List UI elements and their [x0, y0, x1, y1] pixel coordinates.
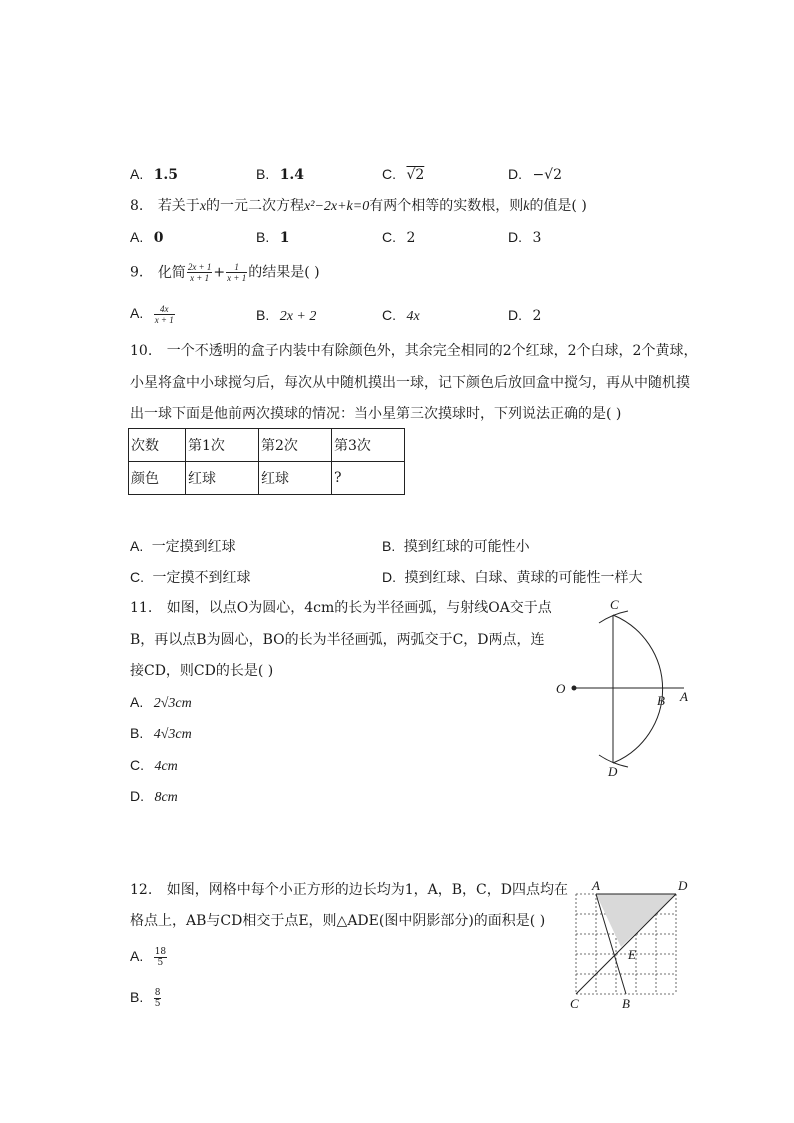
- option-label: D.: [382, 569, 396, 585]
- label-a: A: [592, 878, 600, 893]
- option-text: −√2: [532, 167, 563, 183]
- option-label: D.: [508, 229, 522, 245]
- stem-text: 如图，以点O为圆心，4cm的长为半径画弧，与射线OA交于点: [166, 600, 552, 616]
- q12-option-a[interactable]: [130, 946, 168, 968]
- question-number: 10.: [130, 343, 153, 359]
- q8-stem: [130, 196, 587, 217]
- option-text: 2√3cm: [153, 696, 192, 711]
- option-label: C.: [382, 166, 396, 182]
- q8-option-b[interactable]: [256, 227, 289, 248]
- fraction-numerator: 2x + 1: [187, 262, 212, 272]
- stem-text: 如图，网格中每个小正方形的边长均为1，A，B，C，D四点均在: [166, 882, 568, 898]
- option-label: C.: [382, 307, 396, 323]
- q10-table: [128, 428, 405, 495]
- question-number: 12.: [130, 882, 153, 898]
- option-label: B.: [256, 229, 270, 245]
- label-a: A: [680, 689, 688, 704]
- label-c: C: [570, 996, 579, 1011]
- option-label: D.: [508, 166, 522, 182]
- q11-line-1: [130, 598, 552, 618]
- q12-figure: [566, 878, 696, 1013]
- fraction-numerator: 18: [154, 946, 167, 957]
- label-d: D: [608, 764, 618, 779]
- stem-text: 的结果是( ): [248, 264, 320, 281]
- fraction: [187, 262, 213, 283]
- fraction-denominator: x + 1: [227, 273, 247, 283]
- option-label: A.: [130, 538, 144, 554]
- option-label: B.: [130, 725, 144, 741]
- math-var: k: [523, 199, 530, 214]
- q10-line-2: 小星将盒中小球搅匀后，每次从中随机摸出一球，记下颜色后放回盒中搅匀，再从中随机摸: [130, 375, 690, 391]
- q11-option-c[interactable]: [130, 755, 178, 777]
- q7-option-c[interactable]: [382, 164, 424, 185]
- equation: x²−2x+k=0: [304, 199, 370, 214]
- q9-option-b[interactable]: [256, 305, 316, 327]
- stem-text: 一个不透明的盒子内装中有除颜色外，其余完全相同的2个红球，2个白球，2个黄球，: [166, 343, 698, 359]
- q11-figure: [550, 595, 700, 785]
- q12-line-2: 格点上，AB与CD相交于点E，则△ADE(图中阴影部分)的面积是( ): [130, 913, 546, 929]
- fraction: [154, 304, 175, 325]
- option-text: 1.5: [153, 167, 179, 183]
- stem-text: 有两个相等的实数根，则: [369, 198, 524, 214]
- fraction: [154, 988, 162, 1009]
- option-text: 摸到红球、白球、黄球的可能性一样大: [404, 570, 643, 586]
- point-o: [572, 686, 577, 691]
- q11-line-3: 接CD，则CD的长是( ): [130, 663, 274, 679]
- q7-option-b[interactable]: [256, 164, 304, 185]
- q10-option-b[interactable]: [382, 536, 530, 557]
- fraction-numerator: 8: [154, 987, 161, 998]
- option-label: C.: [382, 229, 396, 245]
- fraction-denominator: 5: [154, 998, 161, 1009]
- label-b: B: [657, 693, 665, 708]
- q9-option-a[interactable]: [130, 303, 176, 325]
- label-d: D: [678, 878, 688, 893]
- option-text: 4cm: [154, 759, 178, 774]
- table-cell: 第1次: [186, 429, 259, 462]
- option-text: 4x: [406, 309, 420, 324]
- stem-text: 若关于: [157, 198, 200, 214]
- option-label: A.: [130, 948, 144, 964]
- table-cell: ?: [332, 462, 405, 495]
- option-text: 4√3cm: [153, 727, 192, 742]
- arc-centered-o: [613, 615, 663, 763]
- table-cell: 红球: [186, 462, 259, 495]
- math-var: x: [199, 199, 207, 214]
- option-text: 2x + 2: [279, 309, 317, 324]
- option-label: A.: [130, 229, 144, 245]
- option-label: B.: [130, 989, 144, 1005]
- q8-option-a[interactable]: [130, 227, 163, 248]
- option-label: B.: [256, 307, 270, 323]
- stem-text: 的值是( ): [529, 198, 587, 214]
- q9-option-c[interactable]: [382, 305, 420, 327]
- option-text: 8cm: [154, 790, 178, 805]
- q9-stem: [130, 262, 320, 283]
- q11-line-2: B，再以点B为圆心，BO的长为半径画弧，两弧交于C，D两点，连: [130, 632, 545, 648]
- fraction-numerator: 1: [226, 262, 247, 273]
- option-label: B.: [256, 166, 270, 182]
- q7-option-a[interactable]: [130, 164, 178, 185]
- plus-sign: +: [213, 264, 226, 281]
- label-b: B: [622, 996, 630, 1011]
- q10-option-c[interactable]: [130, 567, 250, 588]
- table-cell: 颜色: [129, 462, 186, 495]
- table-row: [129, 429, 405, 462]
- option-text: 一定摸不到红球: [152, 570, 251, 586]
- option-label: B.: [382, 538, 396, 554]
- option-text: 1: [279, 230, 290, 246]
- fraction-denominator: x + 1: [154, 314, 174, 325]
- q8-option-c[interactable]: [382, 227, 415, 248]
- option-label: A.: [130, 305, 144, 321]
- q11-option-b[interactable]: [130, 723, 192, 745]
- question-number: 9.: [130, 264, 144, 281]
- table-cell: 红球: [259, 462, 332, 495]
- question-number: 8.: [130, 198, 144, 214]
- question-number: 11.: [130, 600, 153, 616]
- fraction-denominator: x + 1: [190, 273, 210, 283]
- label-o: O: [556, 681, 566, 696]
- q11-option-a[interactable]: [130, 692, 192, 714]
- fraction: [226, 262, 247, 283]
- option-text: 1.4: [279, 167, 305, 183]
- fraction-denominator: 5: [157, 957, 164, 968]
- option-text: √2: [406, 167, 425, 183]
- option-text: 一定摸到红球: [151, 539, 236, 555]
- table-row: [129, 462, 405, 495]
- q12-line-1: [130, 880, 568, 900]
- option-label: A.: [130, 694, 144, 710]
- label-e: E: [628, 947, 636, 962]
- q10-line-3: 出一球下面是他前两次摸球的情况：当小星第三次摸球时，下列说法正确的是( ): [130, 406, 622, 422]
- fraction: [154, 947, 167, 968]
- option-label: D.: [508, 307, 522, 323]
- q10-option-d[interactable]: [382, 567, 642, 588]
- stem-text: 化简: [157, 264, 186, 281]
- table-cell: 第3次: [332, 429, 405, 462]
- option-label: D.: [130, 788, 144, 804]
- q8-option-d[interactable]: [508, 227, 541, 248]
- q10-option-a[interactable]: [130, 536, 236, 557]
- q11-option-d[interactable]: [130, 786, 178, 808]
- fraction-numerator: 4x: [154, 304, 175, 315]
- label-c: C: [610, 597, 619, 612]
- option-text: 2: [532, 308, 542, 324]
- option-label: C.: [130, 757, 144, 773]
- q9-option-d[interactable]: [508, 305, 541, 326]
- q12-option-b[interactable]: [130, 987, 162, 1009]
- table-cell: 次数: [129, 429, 186, 462]
- option-label: A.: [130, 166, 144, 182]
- option-text: 2: [406, 230, 416, 246]
- option-text: 0: [153, 230, 164, 246]
- option-text: 摸到红球的可能性小: [403, 539, 530, 555]
- option-text: 3: [532, 230, 542, 246]
- table-cell: 第2次: [259, 429, 332, 462]
- q7-option-d[interactable]: [508, 164, 562, 185]
- option-label: C.: [130, 569, 144, 585]
- q10-line-1: [130, 341, 697, 361]
- stem-text: 的一元二次方程: [206, 198, 305, 214]
